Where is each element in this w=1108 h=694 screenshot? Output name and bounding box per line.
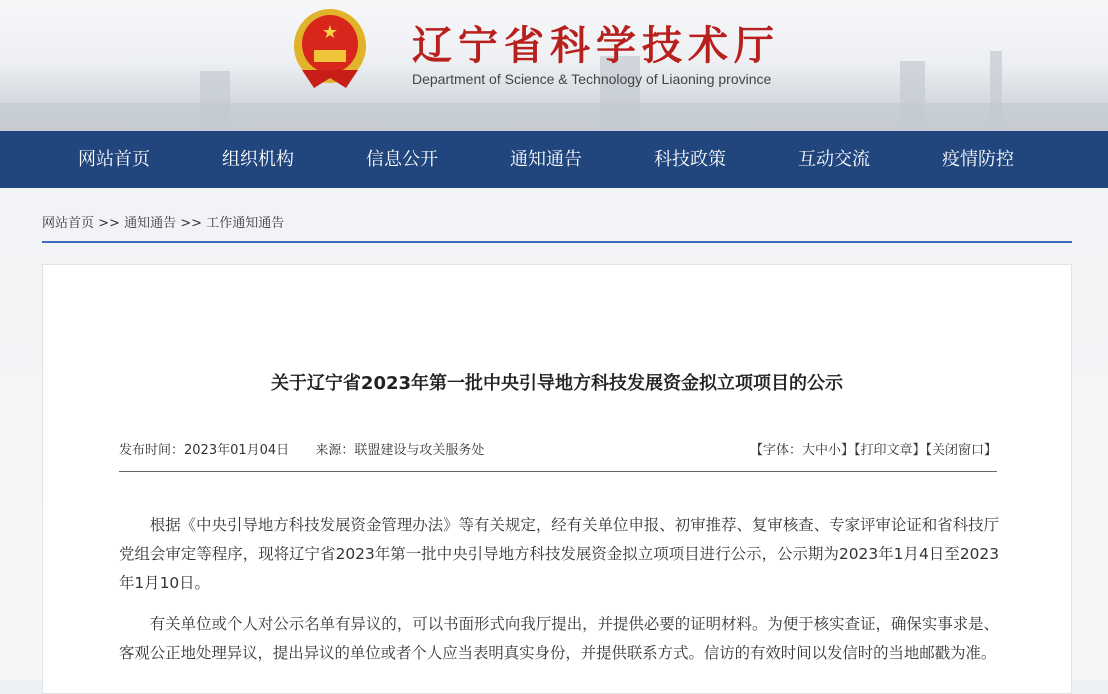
- nav-home[interactable]: 网站首页: [78, 149, 150, 170]
- breadcrumb: [42, 212, 284, 231]
- article-title: 关于辽宁省2023年第一批中央引导地方科技发展资金拟立项项目的公示: [270, 373, 844, 394]
- national-emblem-icon: [292, 8, 368, 90]
- breadcrumb-home[interactable]: 网站首页: [42, 216, 95, 231]
- paragraph: 根据《中央引导地方科技发展资金管理办法》等有关规定，经有关单位申报、初审推荐、复审核查、专家评审论证和省科技厅党组会审定等程序，现将辽宁省2023年第一批中央引导地方科技发展资金拟立项项目进行公示，公示期为2023年1月4日至2023年1月10日。: [119, 516, 999, 592]
- main-nav: [0, 131, 1108, 188]
- nav-organization[interactable]: 组织机构: [222, 149, 294, 170]
- nav-notices[interactable]: 通知通告: [510, 149, 582, 170]
- article-source: 来源：联盟建设与攻关服务处: [315, 443, 485, 458]
- paragraph: 有关单位或个人对公示名单有异议的，可以书面形式向我厅提出，并提供必要的证明材料。为便于核实查证，确保实事求是、客观公正地处理异议，提出异议的单位或者个人应当表明真实身份，并提供联系方式。信访的有效时间以发信时的当地邮戳为准。: [119, 615, 999, 662]
- nav-epidemic[interactable]: 疫情防控: [942, 149, 1014, 170]
- site-header: [0, 0, 1108, 131]
- article-tools[interactable]: 【字体：大中小】【打印文章】【关闭窗口】: [749, 443, 997, 458]
- breadcrumb-divider: [42, 241, 1072, 243]
- site-subtitle: Department of Science & Technology of Liaoning province: [412, 71, 772, 87]
- meta-divider: [119, 471, 997, 472]
- breadcrumb-notices[interactable]: 通知通告: [124, 216, 177, 231]
- article-container: [42, 264, 1072, 694]
- article-body: [119, 511, 999, 680]
- article-meta: [119, 439, 997, 458]
- nav-policy[interactable]: 科技政策: [654, 149, 726, 170]
- nav-interaction[interactable]: 互动交流: [798, 149, 870, 170]
- svg-text:★: ★: [321, 22, 339, 43]
- site-title: 辽宁省科学技术厅: [412, 24, 780, 68]
- breadcrumb-sep: >>: [98, 216, 120, 231]
- publish-time: 发布时间：2023年01月04日: [119, 443, 290, 458]
- breadcrumb-sep: >>: [180, 216, 203, 231]
- breadcrumb-work-notices[interactable]: 工作通知通告: [206, 216, 285, 231]
- nav-info-disclosure[interactable]: 信息公开: [366, 149, 438, 170]
